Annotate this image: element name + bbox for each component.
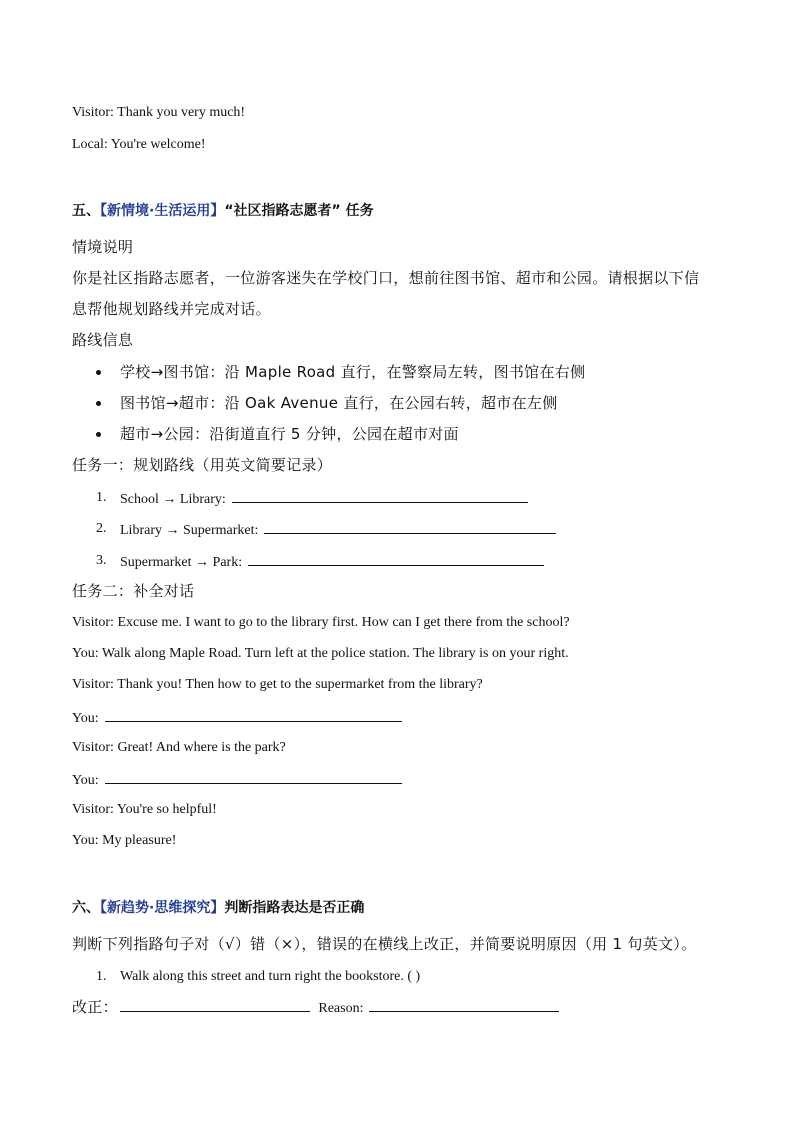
- task2-label: 任务二：补全对话: [72, 582, 195, 600]
- route-item-1: 学校→图书馆：沿 Maple Road 直行，在警察局左转，图书馆在右侧: [120, 363, 586, 381]
- answer-blank[interactable]: [105, 707, 402, 722]
- task1-item-1-text: School → Library:: [120, 492, 226, 507]
- context-line-1: 你是社区指路志愿者，一位游客迷失在学校门口，想前往图书馆、超市和公园。请根据以下信: [72, 269, 700, 287]
- bullet-icon: [96, 370, 101, 375]
- dialogue-line: Visitor: You're so helpful!: [72, 802, 217, 817]
- correction-label: 改正：: [72, 998, 118, 1016]
- dialogue-line: Visitor: Thank you! Then how to get to the supermarket from the library?: [72, 677, 483, 692]
- dialogue-line: You: Walk along Maple Road. Turn left at the police station. The library is on your right.: [72, 646, 569, 661]
- section6-prefix: 六、: [72, 900, 100, 916]
- section6-instruction: 判断下列指路句子对（√）错（×），错误的在横线上改正，并简要说明原因（用 1 句英文）。: [72, 935, 697, 953]
- reason-label: Reason:: [318, 1001, 364, 1016]
- dialogue-line: Visitor: Excuse me. I want to go to the library first. How can I get there from the school?: [72, 615, 570, 630]
- section5-title: “社区指路志愿者” 任务: [224, 203, 374, 219]
- route-item-2: 图书馆→超市：沿 Oak Avenue 直行，在公园右转，超市在左侧: [120, 394, 558, 412]
- dialogue-line: Visitor: Great! And where is the park?: [72, 740, 286, 755]
- dialogue-line: You: My pleasure!: [72, 833, 177, 848]
- bullet-icon: [96, 401, 101, 406]
- task1-item-2: [120, 519, 556, 541]
- task1-item-number: 1.: [96, 490, 107, 505]
- route-item-3: 超市→公园：沿街道直行 5 分钟，公园在超市对面: [120, 425, 459, 443]
- section5-heading: [72, 201, 374, 221]
- dialogue-line-visitor-thanks: Visitor: Thank you very much!: [72, 105, 246, 120]
- task1-item-1: [120, 488, 528, 510]
- correction-row: [72, 997, 559, 1019]
- correction-blank[interactable]: [120, 997, 310, 1012]
- dialogue-speaker: You:: [72, 711, 99, 726]
- answer-blank[interactable]: [105, 769, 402, 784]
- bullet-icon: [96, 432, 101, 437]
- section5-prefix: 五、: [72, 203, 100, 219]
- task1-item-2-text: Library → Supermarket:: [120, 523, 259, 538]
- section6-tag: 【新趋势·思维探究】: [100, 900, 225, 916]
- section6-title: 判断指路表达是否正确: [224, 900, 365, 916]
- answer-blank[interactable]: [232, 488, 528, 503]
- answer-blank[interactable]: [248, 551, 544, 566]
- answer-blank[interactable]: [264, 519, 556, 534]
- context-line-2: 息帮他规划路线并完成对话。: [72, 300, 271, 318]
- task1-item-3: [120, 551, 544, 573]
- dialogue-speaker: You:: [72, 773, 99, 788]
- section6-heading: [72, 898, 364, 918]
- section6-item-1: Walk along this street and turn right the bookstore. ( ): [120, 969, 421, 984]
- task1-item-3-text: Supermarket → Park:: [120, 555, 243, 570]
- reason-blank[interactable]: [369, 997, 559, 1012]
- dialogue-line-answer: [72, 707, 402, 729]
- route-label: 路线信息: [72, 331, 134, 349]
- task1-item-number: 3.: [96, 553, 107, 568]
- context-label: 情境说明: [72, 238, 134, 256]
- task1-label: 任务一：规划路线（用英文简要记录）: [72, 456, 333, 474]
- dialogue-line-local-welcome: Local: You're welcome!: [72, 137, 206, 152]
- task1-item-number: 2.: [96, 521, 107, 536]
- dialogue-line-answer: [72, 769, 402, 791]
- section6-item-number: 1.: [96, 969, 107, 984]
- section5-tag: 【新情境·生活运用】: [100, 203, 225, 219]
